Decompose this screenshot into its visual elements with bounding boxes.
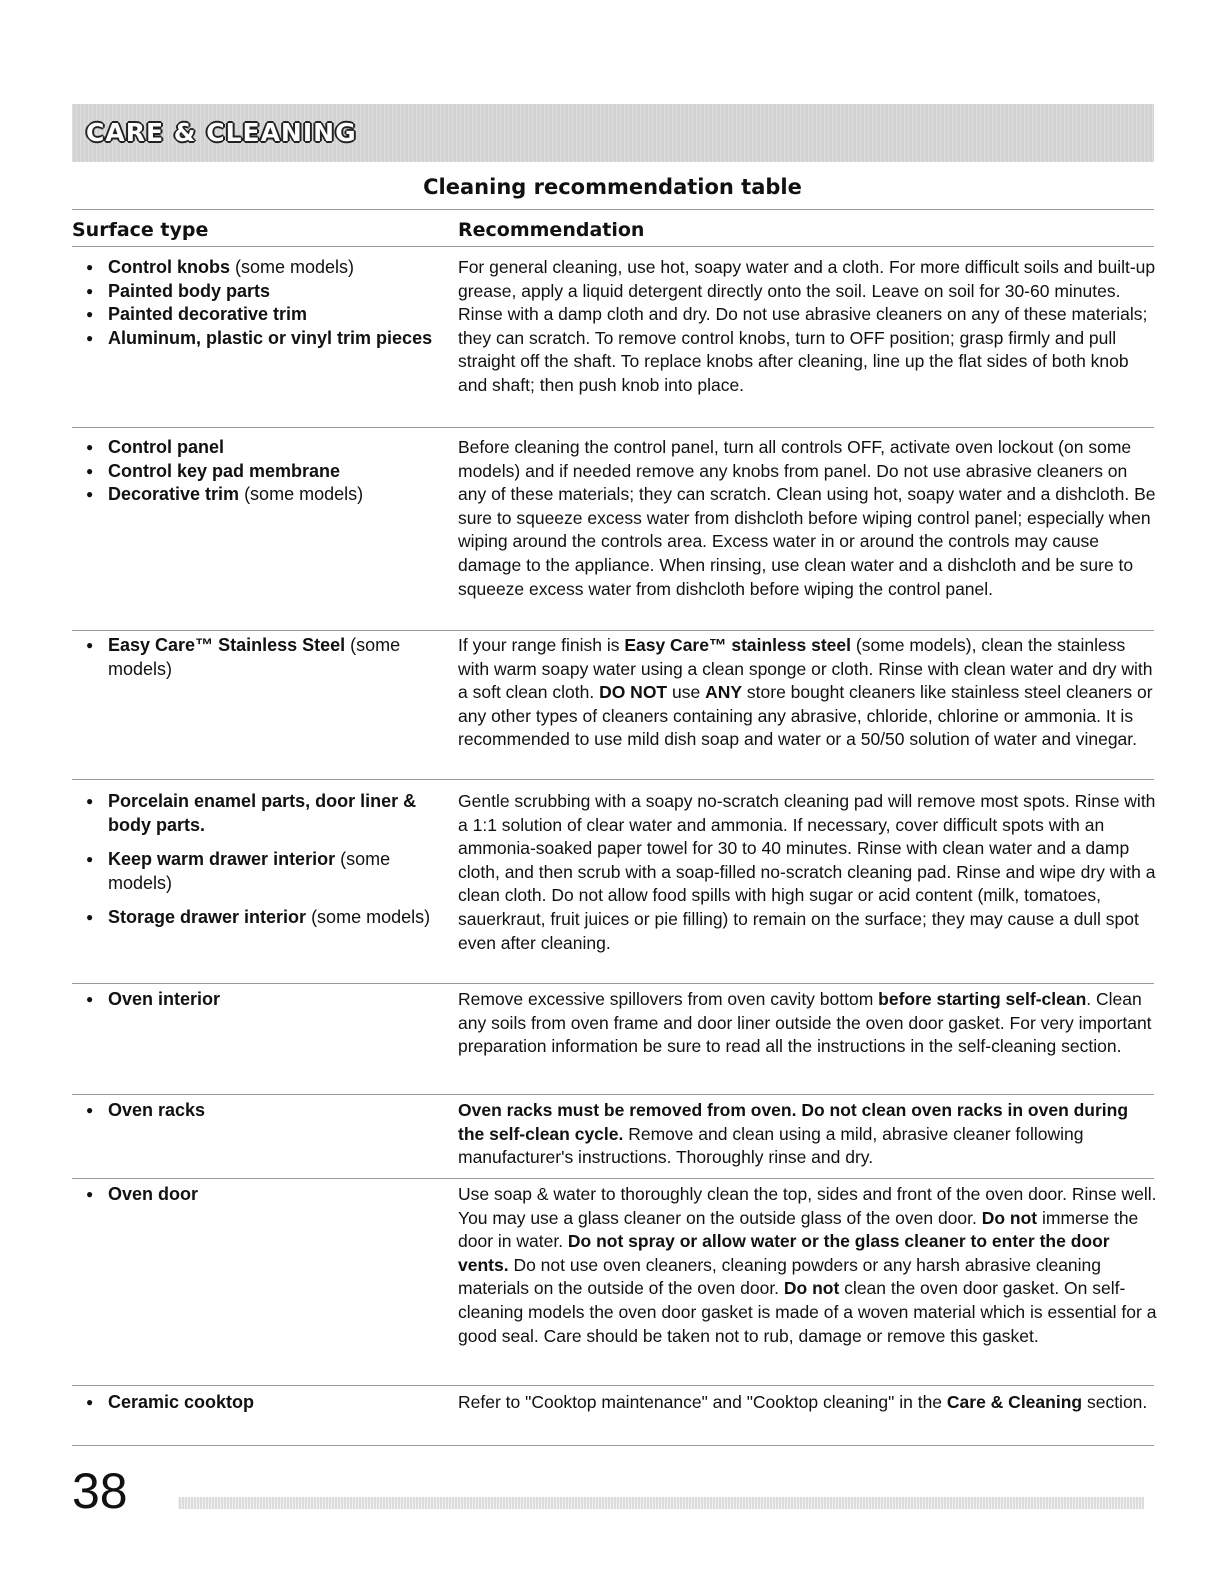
title-rule [72, 209, 1154, 210]
recommendation-text: Gentle scrubbing with a soapy no-scratch cleaning pad will remove most spots. Rinse with a 1:1 solution of clear water and ammonia. If necessary, cover difficult spots with an ammonia-soaked paper towel for 30 to 40 minutes. Rinse with clean water and a damp cloth, and then scrub with a soap-filled no-scratch cleaning pad. Rinse and wipe dry with a clean cloth. Do not allow food spills with high sugar or acid content (milk, tomatoes, sauerkraut, fruit juices or pie filling) to remain on the surface; they may cause a dull spot even after cleaning. [458, 791, 1156, 953]
row-divider [72, 427, 1154, 428]
surface-list [82, 1099, 442, 1123]
surface-item: ● Oven racks [82, 1099, 442, 1123]
recommendation-text: Remove excessive spillovers from oven cavity bottom before starting self-clean. Clean any soils from oven frame and door liner outside the oven door gasket. For very important preparation information be sure to read all the instructions in the self-cleaning section. [458, 989, 1152, 1057]
surface-list [82, 436, 442, 507]
surface-item: ● Oven interior [82, 988, 442, 1012]
surface-item: ● Ceramic cooktop [82, 1391, 442, 1415]
surface-item: ● Oven door [82, 1183, 442, 1207]
column-header-surface-type: Surface type [72, 219, 209, 241]
surface-list [82, 1183, 442, 1207]
row-divider [72, 1094, 1154, 1095]
row-divider [72, 779, 1154, 780]
surface-list [82, 634, 442, 681]
recommendation-text: Before cleaning the control panel, turn all controls OFF, activate oven lockout (on some models) and if needed remove any knobs from panel. Do not use abrasive cleaners on any of these materials; they can scratch. Clean using hot, soapy water and a dishcloth. Be sure to squeeze excess water from dishcloth before wiping control panel; especially when wiping around the controls area. Excess water in or around the controls may cause damage to the appliance. When rinsing, use clean water and a dishcloth and be sure to squeeze excess water from dishcloth before wiping the control panel. [458, 437, 1156, 599]
section-header-bar [72, 104, 1154, 162]
row-divider [72, 1178, 1154, 1179]
recommendation-text: Oven racks must be removed from oven. Do not clean oven racks in oven during the self-clean cycle. Remove and clean using a mild, abrasive cleaner following manufacturer's instructions. Thoroughly rinse and dry. [458, 1100, 1129, 1168]
recommendation-text: Refer to "Cooktop maintenance" and "Cooktop cleaning" in the Care & Cleaning section. [458, 1392, 1148, 1412]
surface-item: ● Porcelain enamel parts, door liner & body parts. [82, 790, 442, 837]
surface-list [82, 256, 442, 350]
recommendation-text: For general cleaning, use hot, soapy water and a cloth. For more difficult soils and built-up grease, apply a liquid detergent directly onto the soil. Leave on soil for 30-60 minutes. Rinse with a damp cloth and dry. Do not use abrasive cleaners on any of these materials; they can scratch. To remove control knobs, turn to OFF position; grasp firmly and pull straight off the shaft. To replace knobs after cleaning, line up the flat sides of both knob and shaft; then push knob into place. [458, 257, 1156, 395]
page-number: 38 [72, 1463, 128, 1519]
surface-item: ● Decorative trim (some models) [82, 483, 442, 507]
column-header-recommendation: Recommendation [458, 219, 645, 241]
surface-item: ● Easy Care™ Stainless Steel (some models) [82, 634, 442, 681]
surface-list [82, 988, 442, 1012]
surface-item: ● Control key pad membrane [82, 460, 442, 484]
row-divider [72, 1385, 1154, 1386]
surface-item: ● Aluminum, plastic or vinyl trim pieces [82, 327, 442, 351]
surface-item: ● Control knobs (some models) [82, 256, 442, 280]
section-title: CARE & CLEANING [86, 118, 357, 147]
surface-item: ● Keep warm drawer interior (some models) [82, 848, 442, 895]
table-bottom-rule [72, 1445, 1154, 1446]
header-rule [72, 246, 1154, 247]
table-title: Cleaning recommendation table [423, 175, 802, 199]
surface-item: ● Control panel [82, 436, 442, 460]
recommendation-text: Use soap & water to thoroughly clean the top, sides and front of the oven door. Rinse well. You may use a glass cleaner on the outside glass of the oven door. Do not immerse the door in water. Do not spray or allow water or the glass cleaner to enter the door vents. Do not use oven cleaners, cleaning powders or any harsh abrasive cleaning materials on the outside of the oven door. Do not clean the oven door gasket. On self-cleaning models the oven door gasket is made of a woven material which is essential for a good seal. Care should be taken not to rub, damage or remove this gasket. [458, 1184, 1157, 1346]
row-divider [72, 630, 1154, 631]
footer-bar [178, 1497, 1144, 1509]
surface-item: ● Painted body parts [82, 280, 442, 304]
recommendation-text: If your range finish is Easy Care™ stainless steel (some models), clean the stainless with warm soapy water using a clean sponge or cloth. Rinse with clean water and dry with a soft clean cloth. DO NOT use ANY store bought cleaners like stainless steel cleaners or any other types of cleaners containing any abrasive, chloride, chlorine or ammonia. It is recommended to use mild dish soap and water or a 50/50 solution of water and vinegar. [458, 635, 1153, 750]
surface-item: ● Painted decorative trim [82, 303, 442, 327]
surface-item: ● Storage drawer interior (some models) [82, 906, 442, 930]
row-divider [72, 983, 1154, 984]
surface-list [82, 790, 442, 930]
surface-list [82, 1391, 442, 1415]
